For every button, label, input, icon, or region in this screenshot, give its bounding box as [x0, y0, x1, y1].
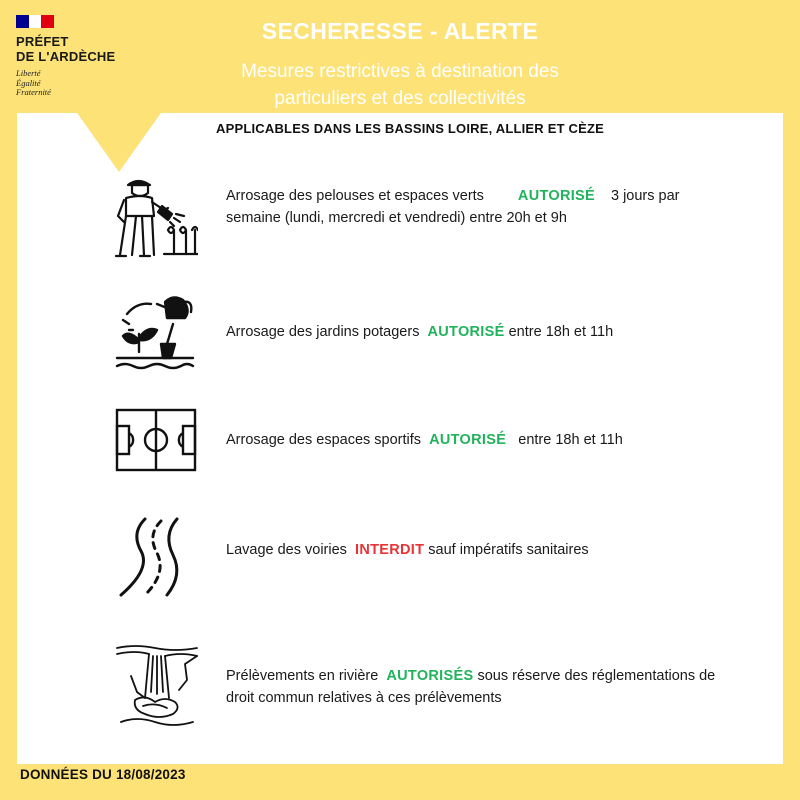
measure-lawns	[226, 185, 721, 229]
measure-vegetable-gardens	[226, 321, 721, 343]
status-forbidden-badge: INTERDIT	[354, 542, 425, 558]
vegetable-garden-icon	[115, 290, 195, 370]
motto-egalite: Égalité	[16, 77, 41, 88]
motto-fraternite: Fraternité	[16, 87, 51, 97]
measure-road-washing	[226, 539, 721, 561]
measure-lawns-line-1: Arrosage des pelouses et espaces verts AUTORISÉ 3 jours par	[226, 188, 680, 204]
prefet-line-2: DE L'ARDÈCHE	[16, 49, 116, 64]
measure-river-withdrawals-detail: sous réserve des réglementations de droit commun relatives à ces prélèvements	[226, 668, 716, 706]
basins-heading: APPLICABLES DANS LES BASSINS LOIRE, ALLIER ET CÈZE	[216, 121, 604, 136]
measure-lawns-line-2: semaine (lundi, mercredi et vendredi) entre 20h et 9h	[226, 210, 567, 226]
waterfall-icon	[115, 642, 199, 726]
motto-liberte: Liberté	[16, 68, 41, 78]
page-title: SECHERESSE - ALERTE	[261, 18, 539, 44]
measure-lawns-label: Arrosage des pelouses et espaces verts	[226, 188, 484, 204]
measure-vegetable-gardens-detail: entre 18h et 11h	[508, 324, 614, 340]
status-authorized-badge: AUTORISÉS	[386, 668, 474, 684]
measure-road-washing-detail: sauf impératifs sanitaires	[428, 542, 589, 558]
header-notch	[75, 110, 163, 172]
status-authorized-badge: AUTORISÉ	[517, 188, 595, 204]
measure-vegetable-gardens-label: Arrosage des jardins potagers	[226, 324, 420, 340]
sports-field-icon	[115, 408, 197, 472]
measure-sports-areas	[226, 429, 721, 451]
measure-sports-areas-label: Arrosage des espaces sportifs	[226, 432, 422, 448]
status-authorized-badge: AUTORISÉ	[427, 324, 505, 340]
gardener-watering-icon	[108, 170, 198, 265]
measure-river-withdrawals	[226, 665, 721, 709]
measure-sports-areas-detail: entre 18h et 11h	[518, 432, 623, 448]
data-date: DONNÉES DU 18/08/2023	[20, 767, 186, 782]
measure-river-withdrawals-label: Prélèvements en rivière	[226, 668, 379, 684]
prefet-line-1: PRÉFET	[16, 34, 69, 49]
road-icon	[115, 515, 195, 599]
status-authorized-badge: AUTORISÉ	[429, 432, 507, 448]
measure-road-washing-label: Lavage des voiries	[226, 542, 347, 558]
republic-motto	[16, 69, 51, 98]
page-subtitle: Mesures restrictives à destination des particuliers et des collectivités	[241, 61, 559, 109]
